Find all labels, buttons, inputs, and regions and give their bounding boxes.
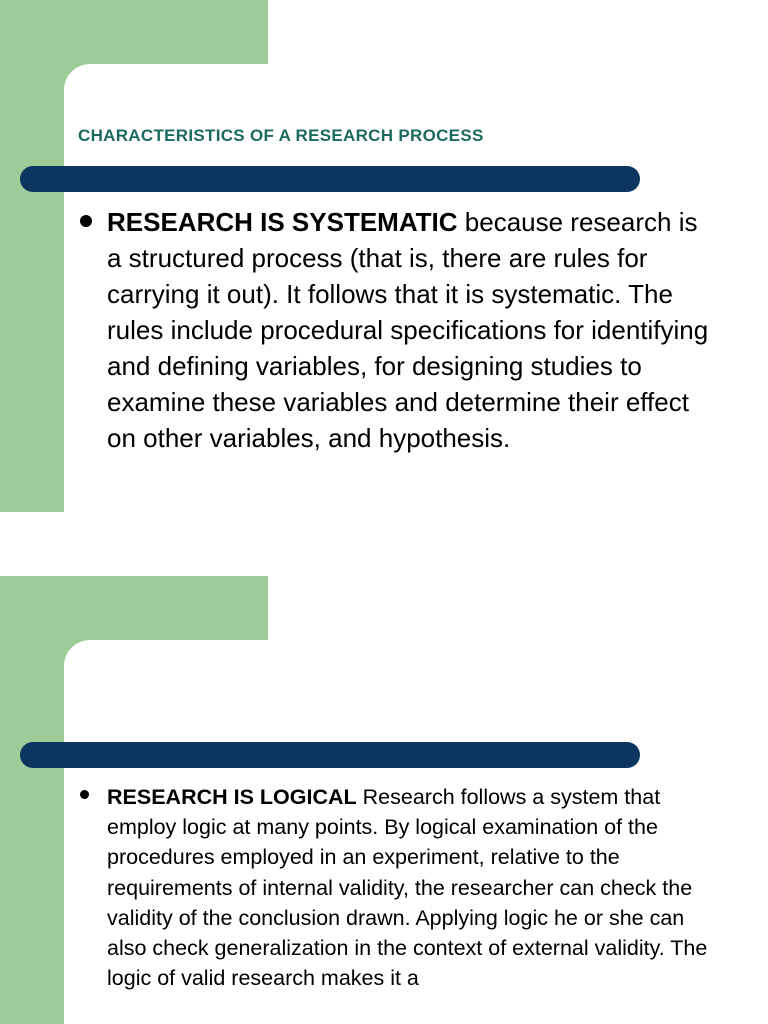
bullet-lead: RESEARCH IS SYSTEMATIC [107,207,458,237]
bullet-dot-icon [80,215,92,227]
bullet-item [80,782,718,993]
slide-2 [0,576,768,1024]
title-bar [20,742,640,768]
bullet-text [80,782,718,993]
slide-title: CHARACTERISTICS OF A RESEARCH PROCESS [78,126,484,145]
bullet-body: because research is a structured process (that is, there are rules for carrying it out). It follows that it is systematic. The rules include procedural specifications for identifying and defining variables, for designing studies to examine these variables and determine their effect on other variables, and hypothesis. [107,207,709,453]
bullet-item [80,204,718,456]
bullet-body: Research follows a system that employ logic at many points. By logical examination of the procedures employed in an experiment, relative to the requirements of internal validity, the researcher can check the validity of the conclusion drawn. Applying logic he or she can also check generalization in the context of external validity. The logic of valid research makes it a [107,785,708,991]
bullet-lead: RESEARCH IS LOGICAL [107,785,357,809]
bullet-text [80,204,718,456]
title-bar [20,166,640,192]
bullet-dot-icon [80,790,89,799]
